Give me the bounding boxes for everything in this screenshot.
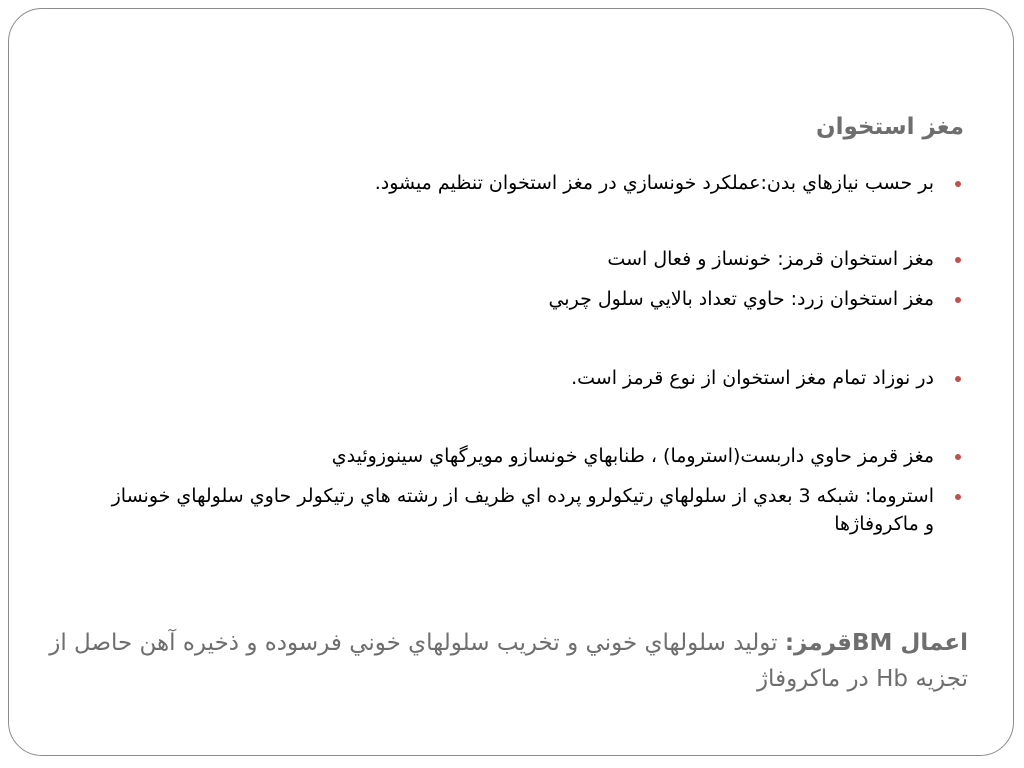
bullet-dot-icon [955, 297, 961, 303]
bullet-item [100, 245, 962, 273]
bullet-dot-icon [955, 454, 961, 460]
bullet-item [100, 364, 962, 392]
bullet-item [100, 169, 962, 197]
bullet-text: بر حسب نيازهاي بدن:عملكرد خونسازي در مغز استخوان تنظيم ميشود. [374, 172, 934, 194]
bullet-item [100, 482, 962, 538]
bullet-dot-icon [955, 376, 961, 382]
bullet-text: مغز قرمز حاوي داربست(استروما) ، طنابهاي خونسازو مويرگهاي سينوزوئيدي [331, 445, 934, 467]
bullet-text: استروما: شبكه 3 بعدي از سلولهاي رتيكولرو پرده اي ظريف از رشته هاي رتيكولر حاوي سلولهاي خونساز و ماكروفاژها [111, 485, 934, 535]
bullet-text: مغز استخوان زرد: حاوي تعداد بالايي سلول چربي [548, 288, 934, 310]
bullet-dot-icon [955, 494, 961, 500]
functions-label: اعمال BMقرمز: [784, 630, 968, 656]
bullet-dot-icon [955, 181, 961, 187]
bullet-dot-icon [955, 257, 961, 263]
functions-paragraph [48, 625, 968, 697]
bullet-text: مغز استخوان قرمز: خونساز و فعال است [607, 248, 934, 270]
functions-text: توليد سلولهاي خوني و تخريب سلولهاي خوني فرسوده و ذخيره آهن حاصل از تجزيه Hb در ماكروفاژ [49, 630, 968, 692]
slide-title: مغز استخوان [816, 114, 964, 140]
bullet-item [100, 285, 962, 313]
bullet-text: در نوزاد تمام مغز استخوان از نوع قرمز است. [571, 367, 934, 389]
bullet-item [100, 442, 962, 470]
